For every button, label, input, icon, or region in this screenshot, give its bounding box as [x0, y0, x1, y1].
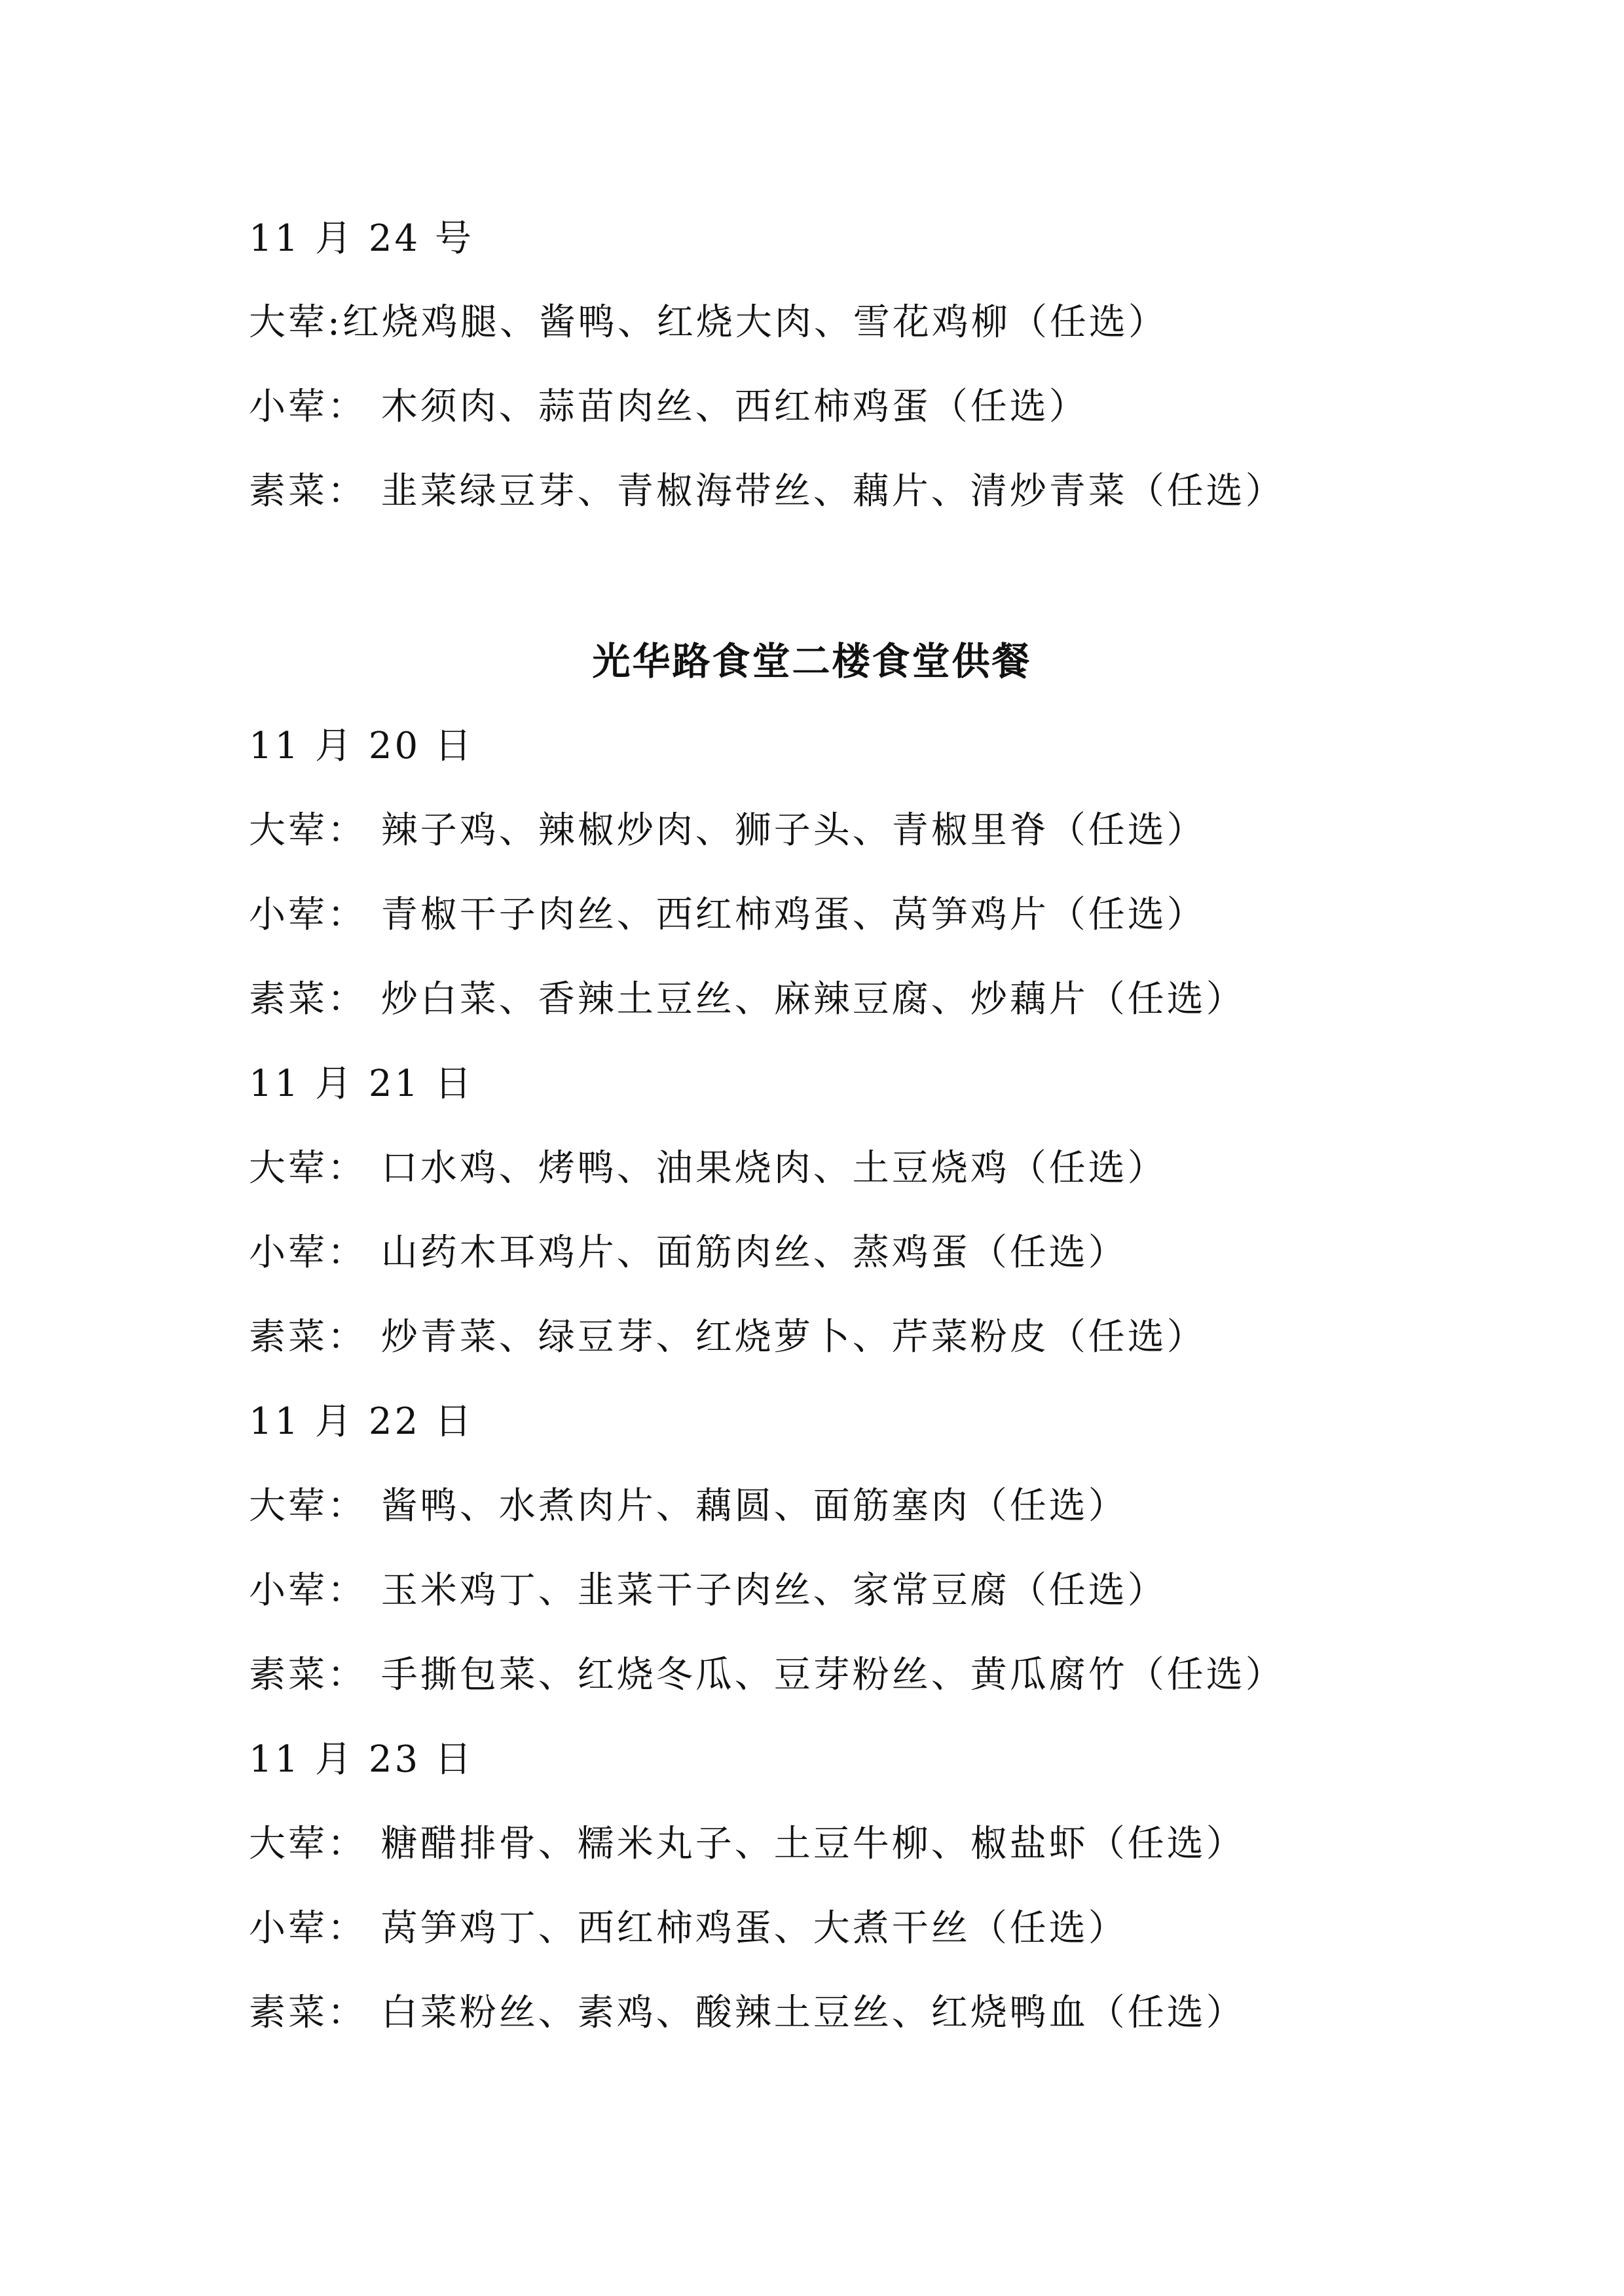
vegetable-line: 素菜： 炒青菜、绿豆芽、红烧萝卜、芹菜粉皮（任选）: [249, 1316, 1206, 1358]
big-meat-line: 大荤:红烧鸡腿、酱鸭、红烧大肉、雪花鸡柳（任选）: [249, 301, 1168, 344]
small-meat-line: 小荤： 木须肉、蒜苗肉丝、西红柿鸡蛋（任选）: [249, 386, 1088, 428]
vegetable-line: 素菜： 韭菜绿豆芽、青椒海带丝、藕片、清炒青菜（任选）: [249, 470, 1285, 513]
date-heading: 11 月 23 日: [249, 1738, 474, 1781]
date-heading: 11 月 24 号: [249, 217, 474, 260]
small-meat-line: 小荤： 玉米鸡丁、韭菜干子肉丝、家常豆腐（任选）: [249, 1569, 1167, 1612]
date-heading: 11 月 22 日: [249, 1400, 474, 1443]
vegetable-line: 素菜： 炒白菜、香辣土豆丝、麻辣豆腐、炒藕片（任选）: [249, 978, 1246, 1021]
section-title: 光华路食堂二楼食堂供餐: [592, 639, 1032, 683]
big-meat-line: 大荤： 口水鸡、烤鸭、油果烧肉、土豆烧鸡（任选）: [249, 1147, 1167, 1190]
big-meat-line: 大荤： 酱鸭、水煮肉片、藕圆、面筋塞肉（任选）: [249, 1485, 1128, 1527]
date-heading: 11 月 20 日: [249, 725, 474, 767]
small-meat-line: 小荤： 山药木耳鸡片、面筋肉丝、蒸鸡蛋（任选）: [249, 1231, 1128, 1274]
big-meat-line: 大荤： 辣子鸡、辣椒炒肉、狮子头、青椒里脊（任选）: [249, 809, 1206, 852]
small-meat-line: 小荤： 莴笋鸡丁、西红柿鸡蛋、大煮干丝（任选）: [249, 1907, 1128, 1950]
vegetable-line: 素菜： 白菜粉丝、素鸡、酸辣土豆丝、红烧鸭血（任选）: [249, 1992, 1246, 2034]
big-meat-line: 大荤： 糖醋排骨、糯米丸子、土豆牛柳、椒盐虾（任选）: [249, 1823, 1246, 1865]
date-heading: 11 月 21 日: [249, 1063, 474, 1105]
small-meat-line: 小荤： 青椒干子肉丝、西红柿鸡蛋、莴笋鸡片（任选）: [249, 894, 1206, 936]
vegetable-line: 素菜： 手撕包菜、红烧冬瓜、豆芽粉丝、黄瓜腐竹（任选）: [249, 1654, 1285, 1696]
